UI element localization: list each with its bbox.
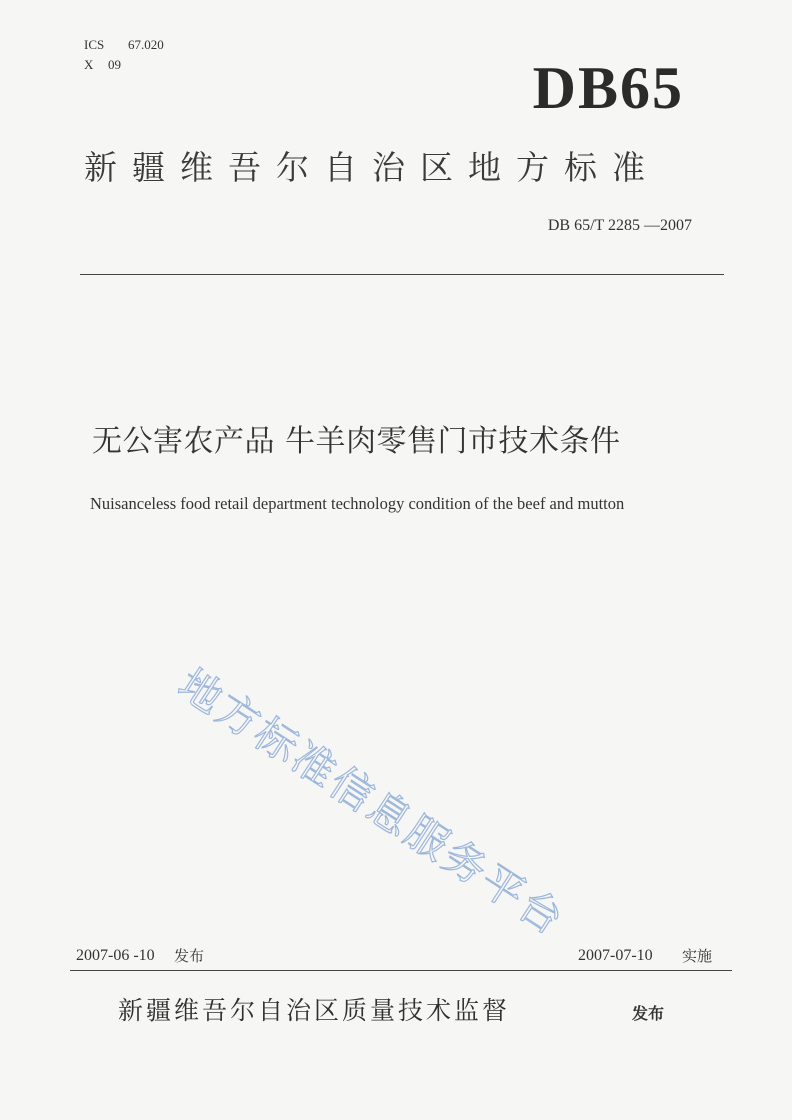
document-title-chinese: 无公害农产品 牛羊肉零售门市技术条件: [92, 424, 621, 459]
standard-number: DB 65/T 2285 —2007: [547, 217, 692, 234]
header-divider: [80, 274, 724, 275]
watermark: 地方标准信息服务平台: [169, 659, 574, 946]
db65-logo: DB65: [532, 55, 684, 121]
ics-code: 67.020: [128, 37, 164, 52]
ics-label: ICS: [84, 37, 105, 52]
issue-date: 2007-06 -10: [76, 947, 155, 964]
implementation-date: 2007-07-10: [578, 947, 653, 964]
document-title-english: Nuisanceless food retail department technology condition of the beef and mutton: [90, 494, 625, 513]
classification-label: X: [84, 57, 94, 72]
footer-divider: [70, 970, 732, 971]
issuing-authority: 新疆维吾尔自治区质量技术监督: [118, 996, 511, 1025]
issue-label: 发布: [174, 947, 205, 965]
implementation-label: 实施: [682, 947, 713, 965]
classification-code: 09: [108, 57, 121, 72]
issuing-action: 发布: [632, 1004, 665, 1023]
standard-type-heading: 新疆维吾尔自治区地方标准: [84, 148, 660, 187]
